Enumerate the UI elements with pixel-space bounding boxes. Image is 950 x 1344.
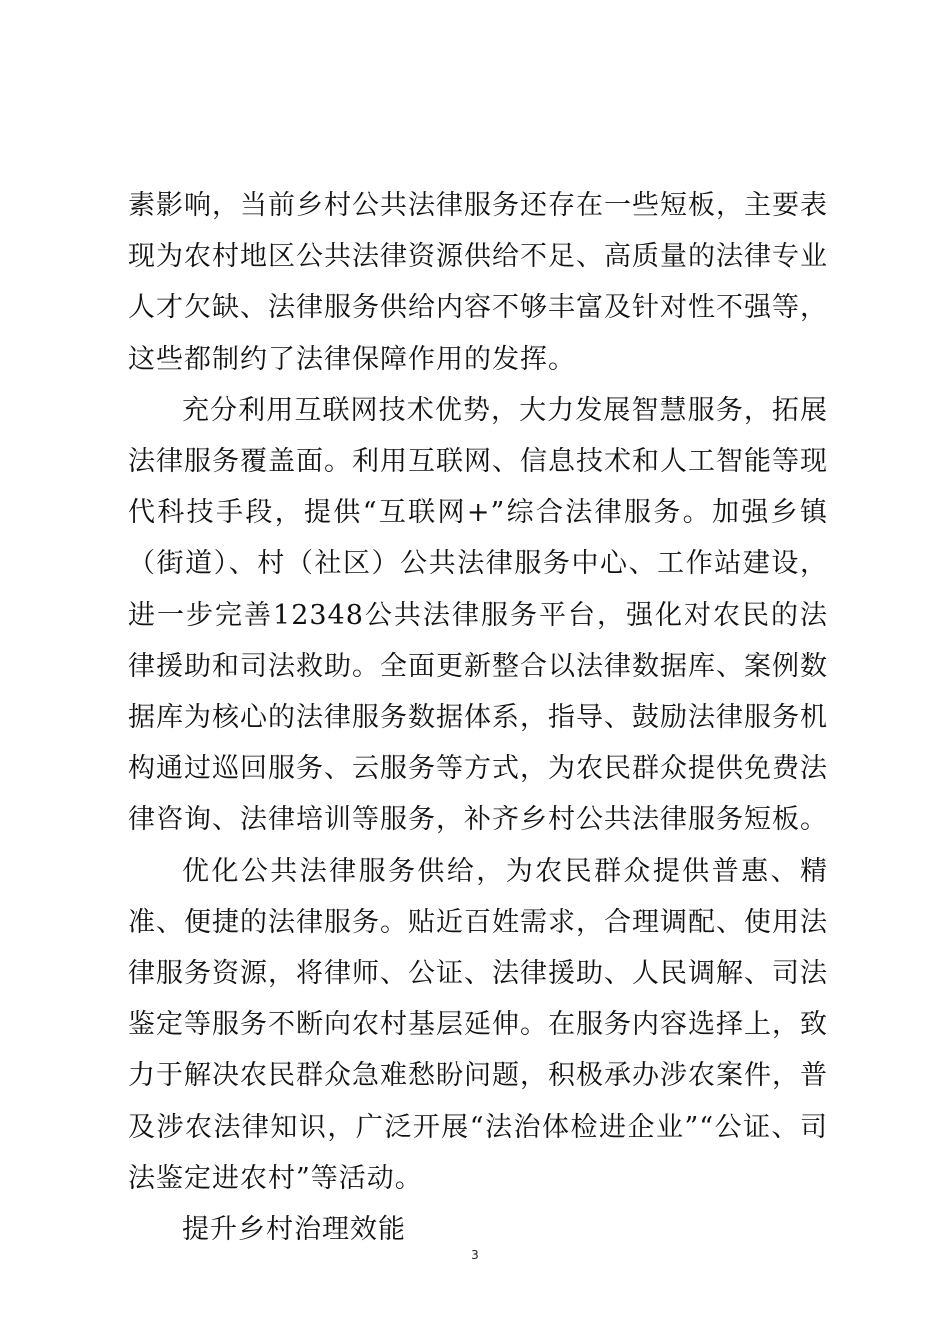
paragraph-3: 优化公共法律服务供给，为农民群众提供普惠、精准、便捷的法律服务。贴近百姓需求，合理调配、使用法律服务资源，将律师、公证、法律援助、人民调解、司法鉴定等服务不断向农村基层延伸。在服务内容选择上，致力于解决农民群众急难愁盼问题，积极承办涉农案件，普及涉农法律知识，广泛开展“法治体检进企业”“公证、司法鉴定进农村”等活动。 (128, 855, 828, 1194)
page-number: 3 (471, 1248, 479, 1262)
paragraph-2: 充分利用互联网技术优势，大力发展智慧服务，拓展法律服务覆盖面。利用互联网、信息技术和人工智能等现代科技手段，提供“互联网+”综合法律服务。加强乡镇（街道）、村（社区）公共法律服务中心、工作站建设，进一步完善12348公共法律服务平台，强化对农民的法律援助和司法救助。全面更新整合以法律数据库、案例数据库为核心的法律服务数据体系，指导、鼓励法律服务机构通过巡回服务、云服务等方式，为农民群众提供免费法律咨询、法律培训等服务，补齐乡村公共法律服务短板。 (128, 394, 828, 836)
section-heading: 提升乡村治理效能 (182, 1214, 406, 1246)
paragraph-1: 素影响，当前乡村公共法律服务还存在一些短板，主要表现为农村地区公共法律资源供给不足、高质量的法律专业人才欠缺、法律服务供给内容不够丰富及针对性不强等，这些都制约了法律保障作用的发挥。 (128, 190, 828, 375)
body-text (128, 180, 828, 1255)
